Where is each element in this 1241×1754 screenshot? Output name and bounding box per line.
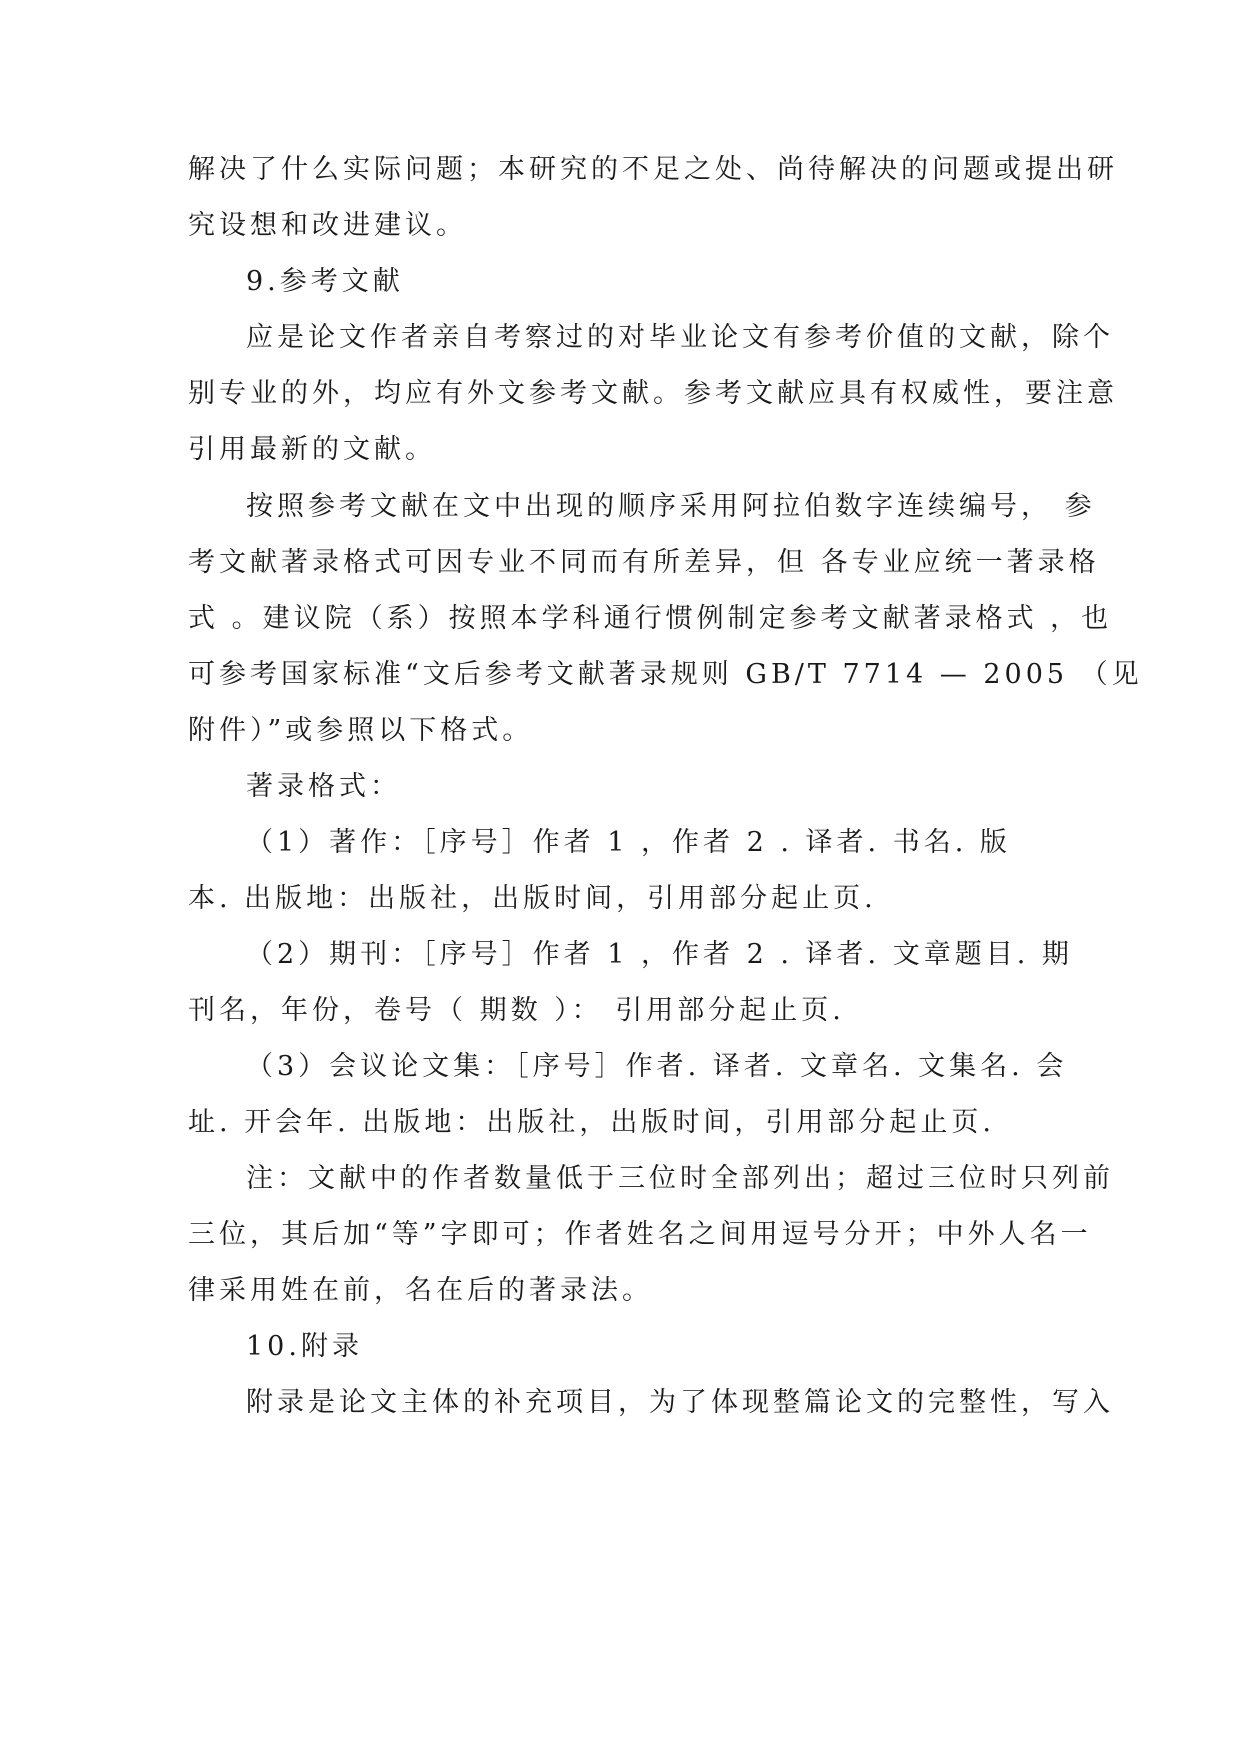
reference-format-item: 本. 出版地：出版社，出版时间，引用部分起止页.: [188, 883, 877, 914]
body-text-line: 考文献著录格式可因专业不同而有所差异，但 各专业应统一著录格: [188, 547, 1100, 578]
body-text-line: 附件）”或参照以下格式。: [188, 715, 534, 746]
section-heading-references: 9.参考文献: [246, 266, 404, 297]
reference-format-item: （3）会议论文集：［序号］作者. 译者. 文章名. 文集名. 会: [246, 1051, 1068, 1082]
body-text-line: 别专业的外，均应有外文参考文献。参考文献应具有权威性，要注意: [188, 378, 1118, 409]
body-text-line: 解决了什么实际问题；本研究的不足之处、尚待解决的问题或提出研: [188, 154, 1118, 185]
body-text-line: 引用最新的文献。: [188, 434, 436, 465]
body-text-line: 应是论文作者亲自考察过的对毕业论文有参考价值的文献，除个: [246, 322, 1114, 353]
reference-format-item: （2）期刊：［序号］作者 1 ，作者 2 . 译者. 文章题目. 期: [246, 939, 1073, 970]
body-text-line: 附录是论文主体的补充项目，为了体现整篇论文的完整性，写入: [246, 1387, 1114, 1418]
body-text-line: 按照参考文献在文中出现的顺序采用阿拉伯数字连续编号， 参: [246, 491, 1096, 522]
body-text-line: 可参考国家标准“文后参考文献著录规则 GB/T 7714 — 2005 （见: [188, 659, 1143, 690]
body-text-line: 著录格式：: [246, 771, 401, 802]
body-text-line: 三位，其后加“等”字即可；作者姓名之间用逗号分开；中外人名一: [188, 1219, 1092, 1250]
body-text-line: 式 。建议院（系）按照本学科通行惯例制定参考文献著录格式 ，也: [188, 603, 1113, 634]
body-text-line: 律采用姓在前，名在后的著录法。: [188, 1275, 653, 1306]
body-text-line: 注：文献中的作者数量低于三位时全部列出；超过三位时只列前: [246, 1163, 1114, 1194]
reference-format-item: （1）著作：［序号］作者 1 ，作者 2 . 译者. 书名. 版: [246, 827, 1011, 858]
reference-format-item: 刊名，年份，卷号（ 期数 ）： 引用部分起止页.: [188, 995, 845, 1026]
section-heading-appendix: 10.附录: [246, 1331, 363, 1362]
body-text-line: 究设想和改进建议。: [188, 210, 467, 241]
reference-format-item: 址. 开会年. 出版地：出版社，出版时间，引用部分起止页.: [188, 1107, 995, 1138]
